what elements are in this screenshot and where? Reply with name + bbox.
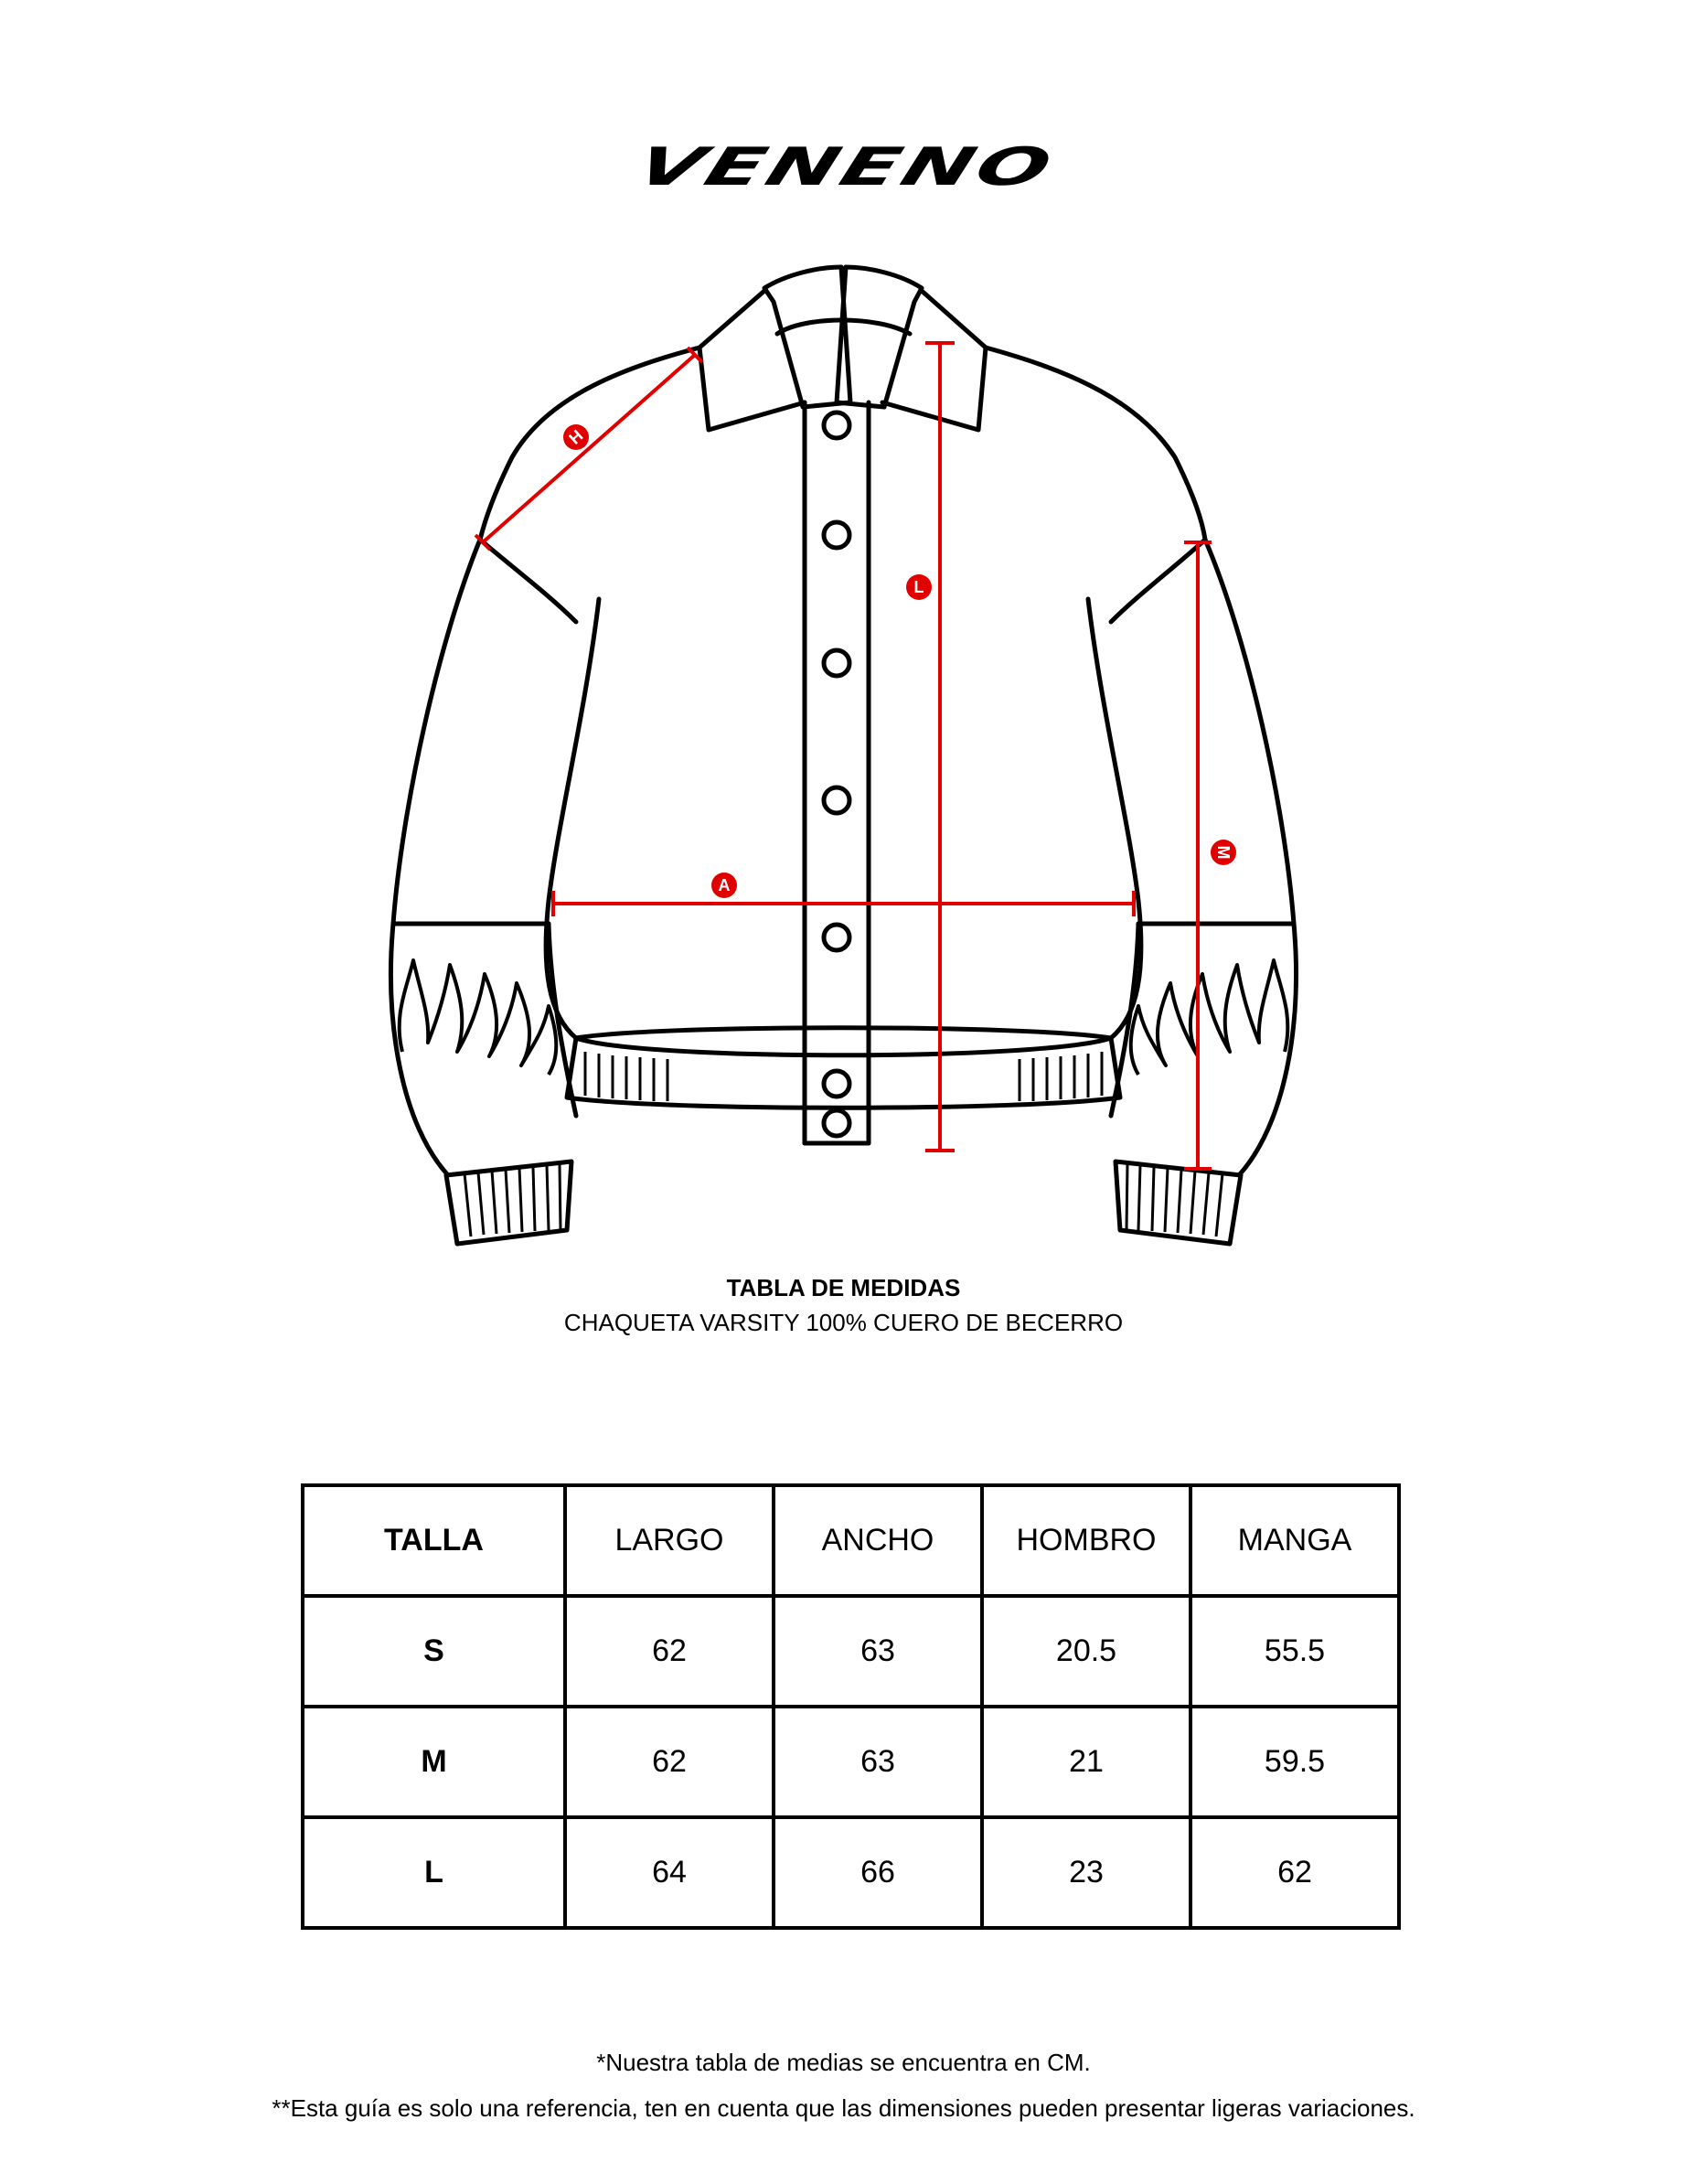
button-6 bbox=[824, 1071, 849, 1097]
button-7 bbox=[824, 1110, 849, 1136]
button-5 bbox=[824, 925, 849, 950]
size-cell: M bbox=[303, 1707, 565, 1817]
hombro-cell: 21 bbox=[982, 1707, 1191, 1817]
measure-shoulder-line bbox=[475, 348, 702, 550]
chart-heading bbox=[0, 1273, 1687, 1339]
brand-logo-text: VENENO bbox=[628, 136, 1063, 198]
armhole-left bbox=[480, 540, 576, 622]
label-h: H bbox=[565, 426, 587, 448]
waistband-top bbox=[576, 1038, 1111, 1055]
shoulder-left bbox=[480, 348, 699, 540]
table-row bbox=[303, 1596, 1399, 1707]
table-header-row bbox=[303, 1485, 1399, 1596]
cuff-left-ribs bbox=[464, 1164, 561, 1237]
column-header-hombro: HOMBRO bbox=[982, 1485, 1191, 1596]
cuff-right-ribs bbox=[1126, 1164, 1223, 1237]
waistband-left-ribs bbox=[585, 1052, 667, 1101]
column-header-manga: MANGA bbox=[1191, 1485, 1399, 1596]
sleeve-left-outer bbox=[391, 540, 481, 1175]
waistband-right-ribs bbox=[1020, 1052, 1102, 1101]
manga-cell: 59.5 bbox=[1191, 1707, 1399, 1817]
ancho-cell: 66 bbox=[774, 1817, 982, 1928]
largo-cell: 62 bbox=[565, 1707, 774, 1817]
flames-right-icon bbox=[1131, 960, 1288, 1075]
page-subtitle: CHAQUETA VARSITY 100% CUERO DE BECERRO bbox=[563, 1309, 1124, 1336]
footnote-units: *Nuestra tabla de medias se encuentra en CM. bbox=[596, 2049, 1091, 2076]
manga-cell: 62 bbox=[1191, 1817, 1399, 1928]
column-header-talla: TALLA bbox=[303, 1485, 565, 1596]
footnote-disclaimer: **Esta guía es solo una referencia, ten en cuenta que las dimensiones pueden presentar ligeras variaciones. bbox=[272, 2094, 1415, 2122]
size-cell: L bbox=[303, 1817, 565, 1928]
button-2 bbox=[824, 522, 849, 548]
manga-cell: 55.5 bbox=[1191, 1596, 1399, 1707]
size-cell: S bbox=[303, 1596, 565, 1707]
hombro-cell: 20.5 bbox=[982, 1596, 1191, 1707]
column-header-ancho: ANCHO bbox=[774, 1485, 982, 1596]
hombro-cell: 23 bbox=[982, 1817, 1191, 1928]
label-m: M bbox=[1214, 845, 1233, 860]
button-4 bbox=[824, 787, 849, 813]
largo-cell: 62 bbox=[565, 1596, 774, 1707]
button-3 bbox=[824, 650, 849, 676]
table-row bbox=[303, 1817, 1399, 1928]
ancho-cell: 63 bbox=[774, 1596, 982, 1707]
size-table bbox=[301, 1483, 1401, 1930]
button-1 bbox=[824, 412, 849, 438]
measure-sleeve-line bbox=[1184, 542, 1212, 1169]
label-a: A bbox=[718, 876, 731, 894]
measure-width-line bbox=[553, 891, 1134, 916]
shoulder-right bbox=[986, 348, 1205, 540]
largo-cell: 64 bbox=[565, 1817, 774, 1928]
ancho-cell: 63 bbox=[774, 1707, 982, 1817]
footnotes bbox=[0, 2047, 1687, 2124]
label-l: L bbox=[913, 578, 924, 596]
table-row bbox=[303, 1707, 1399, 1817]
armhole-right bbox=[1111, 540, 1205, 622]
column-header-largo: LARGO bbox=[565, 1485, 774, 1596]
page-title: TABLA DE MEDIDAS bbox=[726, 1274, 961, 1301]
flames-left-icon bbox=[400, 960, 557, 1075]
